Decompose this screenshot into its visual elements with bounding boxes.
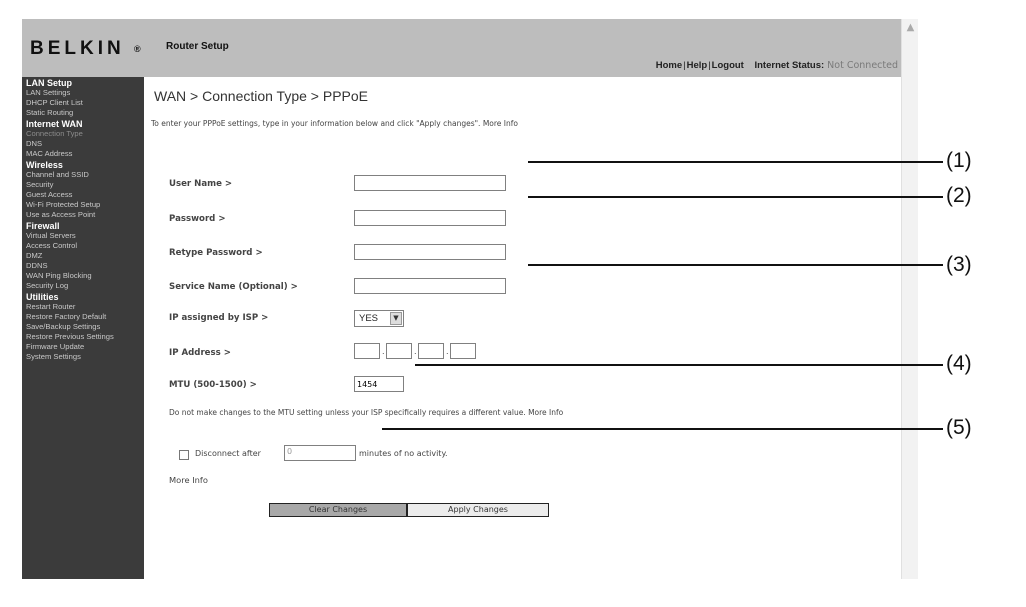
help-link[interactable]: Help [686,60,708,71]
ip-dot: . [446,347,449,356]
callout-2: (2) [946,184,972,207]
retype-password-input[interactable] [354,244,506,260]
sidebar-item-wan-ping-blocking[interactable]: WAN Ping Blocking [26,271,92,280]
sidebar-item-restore-previous-settings[interactable]: Restore Previous Settings [26,332,114,341]
sidebar-section-internet-wan: Internet WAN [26,119,83,129]
sidebar-item-dhcp-client-list[interactable]: DHCP Client List [26,98,83,107]
internet-status-label: Internet Status: [754,60,825,71]
logout-link[interactable]: Logout [711,60,744,71]
sidebar-item-wi-fi-protected-setup[interactable]: Wi-Fi Protected Setup [26,200,101,209]
apply-changes-button[interactable]: Apply Changes [407,503,549,517]
disconnect-minutes-input[interactable]: 0 [284,445,356,461]
callout-5: (5) [946,416,972,439]
callout-line-5 [382,428,943,430]
clear-changes-button[interactable]: Clear Changes [269,503,407,517]
page-title: WAN > Connection Type > PPPoE [154,88,369,104]
sidebar-item-restore-factory-default[interactable]: Restore Factory Default [26,312,107,321]
ip-assigned-select[interactable] [354,310,404,327]
more-info-link[interactable]: More Info [169,475,208,485]
callout-line-2 [528,196,943,198]
sidebar-item-connection-type[interactable]: Connection Type [26,129,83,138]
callout-3: (3) [946,253,972,276]
password-input[interactable] [354,210,506,226]
ip-octet-2-input[interactable] [386,343,412,359]
sidebar-item-use-as-access-point[interactable]: Use as Access Point [26,210,96,219]
callout-4: (4) [946,352,972,375]
ip-octet-4-input[interactable] [450,343,476,359]
sidebar-section-wireless: Wireless [26,160,63,170]
ip-assigned-label: IP assigned by ISP > [169,313,269,323]
header-bar [22,19,902,77]
callout-1: (1) [946,149,972,172]
sidebar-item-security[interactable]: Security [26,180,54,189]
callout-line-3 [528,264,943,266]
sidebar-item-dns[interactable]: DNS [26,139,43,148]
top-links: Home|Help|Logout Internet Status: Not Connected [655,60,898,71]
internet-status-value: Not Connected [827,60,898,71]
user-name-label: User Name > [169,179,233,189]
password-label: Password > [169,214,226,224]
sidebar-item-dmz[interactable]: DMZ [26,251,43,260]
service-name-input[interactable] [354,278,506,294]
ip-octet-1-input[interactable] [354,343,380,359]
router-setup-window [22,19,902,579]
mtu-label: MTU (500-1500) > [169,380,257,390]
chevron-down-icon: ▼ [390,312,402,325]
user-name-input[interactable] [354,175,506,191]
mtu-note: Do not make changes to the MTU setting unless your ISP specifically requires a different value. More Info [169,408,564,417]
mtu-input[interactable] [354,376,404,392]
logo-mark: ® [134,43,141,54]
ip-dot: . [414,347,417,356]
callout-line-1 [528,161,943,163]
sidebar-item-lan-settings[interactable]: LAN Settings [26,88,71,97]
sidebar-item-virtual-servers[interactable]: Virtual Servers [26,231,76,240]
vertical-scrollbar[interactable] [901,19,918,579]
sidebar-section-firewall: Firewall [26,221,60,231]
ip-octet-3-input[interactable] [418,343,444,359]
sidebar-section-lan-setup: LAN Setup [26,78,72,88]
scroll-up-arrow-icon[interactable]: ▲ [906,22,915,33]
intro-text: To enter your PPPoE settings, type in your information below and click "Apply changes". More Info [151,119,518,128]
sidebar-item-firmware-update[interactable]: Firmware Update [26,342,85,351]
sidebar-section-utilities: Utilities [26,292,59,302]
sidebar-item-static-routing[interactable]: Static Routing [26,108,74,117]
logo-text: BELKIN [30,38,125,59]
sidebar-item-ddns[interactable]: DDNS [26,261,48,270]
home-link[interactable]: Home [655,60,683,71]
sidebar-item-save-backup-settings[interactable]: Save/Backup Settings [26,322,101,331]
ip-dot: . [382,347,385,356]
sidebar-item-guest-access[interactable]: Guest Access [26,190,73,199]
service-name-label: Service Name (Optional) > [169,282,298,292]
sidebar-item-channel-and-ssid[interactable]: Channel and SSID [26,170,89,179]
disconnect-label: Disconnect after [195,449,261,458]
disconnect-suffix: minutes of no activity. [359,449,448,458]
disconnect-checkbox[interactable] [179,450,189,460]
callout-line-4 [415,364,943,366]
ip-assigned-value: YES [359,313,379,324]
app-title: Router Setup [166,41,229,52]
ip-address-label: IP Address > [169,348,231,358]
belkin-logo [30,38,141,60]
sidebar-item-restart-router[interactable]: Restart Router [26,302,76,311]
sidebar-item-mac-address[interactable]: MAC Address [26,149,73,158]
sidebar-item-access-control[interactable]: Access Control [26,241,78,250]
retype-password-label: Retype Password > [169,248,263,258]
sidebar-nav [22,77,144,579]
sidebar-item-security-log[interactable]: Security Log [26,281,69,290]
main-content [144,77,902,579]
sidebar-item-system-settings[interactable]: System Settings [26,352,81,361]
